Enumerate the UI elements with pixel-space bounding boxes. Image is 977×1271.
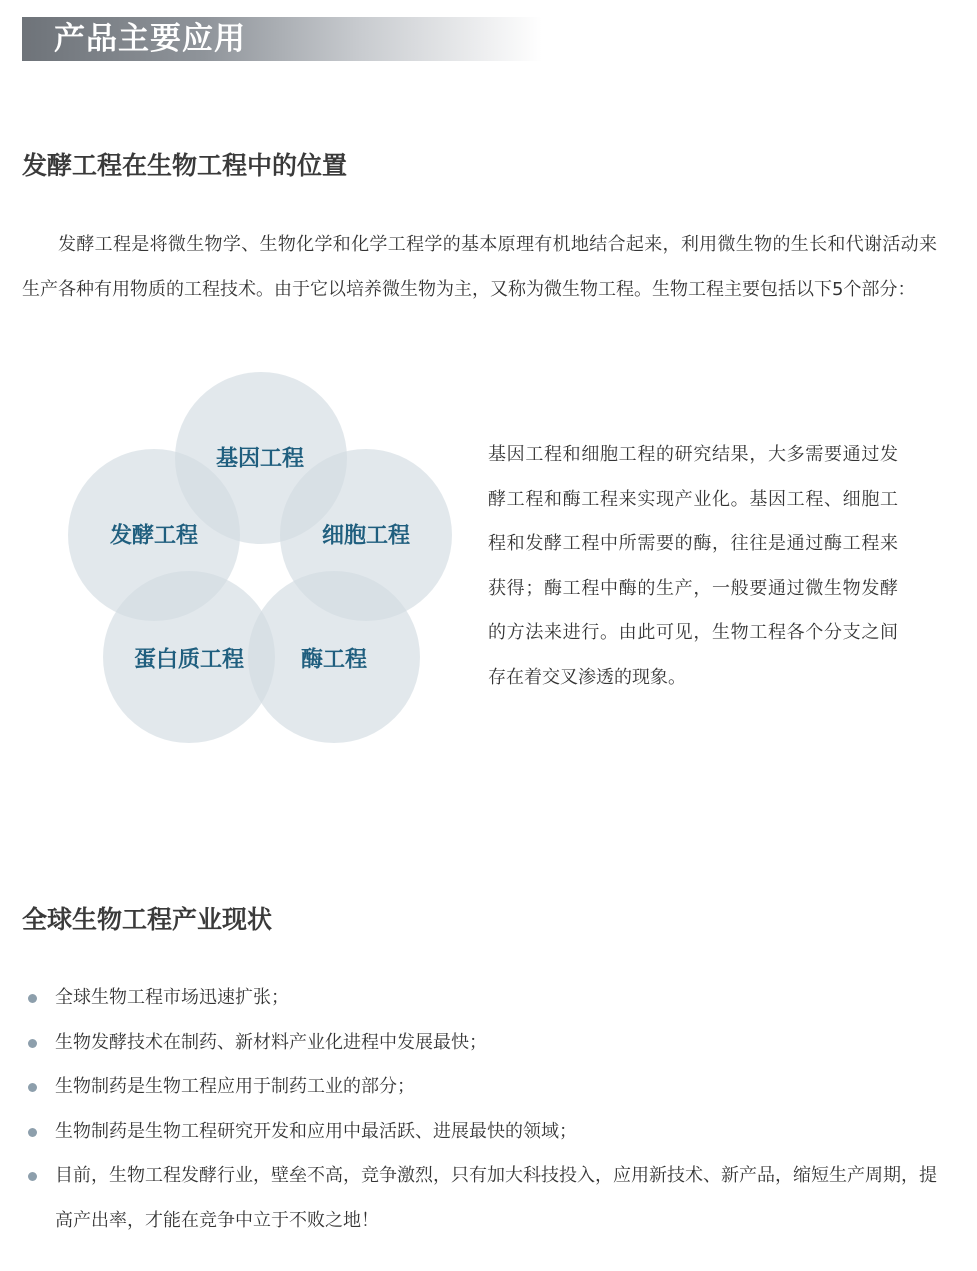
bullet-dot-icon <box>28 1083 37 1092</box>
list-item <box>22 976 937 1021</box>
bullet-dot-icon <box>28 994 37 1003</box>
list-item-text: 生物制药是生物工程研究开发和应用中最活跃、进展最快的领域； <box>55 1120 577 1142</box>
label-fermentation-engineering: 发酵工程 <box>109 523 199 549</box>
intro-paragraph: 发酵工程是将微生物学、生物化学和化学工程学的基本原理有机地结合起来，利用微生物的生长和代谢活动来生产各种有用物质的工程技术。由于它以培养微生物为主，又称为微生物工程。生物工程主要包括以下5个部分： <box>22 234 937 300</box>
list-item <box>22 1021 937 1066</box>
bullet-dot-icon <box>28 1172 37 1181</box>
list-item <box>22 1110 937 1155</box>
venn-diagram <box>60 368 460 753</box>
bullet-dot-icon <box>28 1128 37 1137</box>
label-protein-engineering: 蛋白质工程 <box>133 647 245 673</box>
bullet-dot-icon <box>28 1039 37 1048</box>
section-title-global-industry: 全球生物工程产业现状 <box>22 905 273 934</box>
side-description: 基因工程和细胞工程的研究结果，大多需要通过发酵工程和酶工程来实现产业化。基因工程、细胞工程和发酵工程中所需要的酶，往往是通过酶工程来获得；酶工程中酶的生产，一般要通过微生物发酵的方法来进行。由此可见，生物工程各个分支之间存在着交叉渗透的现象。 <box>488 444 898 688</box>
list-item-text: 生物制药是生物工程应用于制药工业的部分； <box>55 1076 415 1097</box>
label-cell-engineering: 细胞工程 <box>321 523 411 549</box>
list-item <box>22 1065 937 1110</box>
label-genetic-engineering: 基因工程 <box>215 446 305 472</box>
list-item <box>22 1154 937 1243</box>
section-title-fermentation: 发酵工程在生物工程中的位置 <box>22 151 348 180</box>
list-item-text: 目前，生物工程发酵行业，壁垒不高，竞争激烈，只有加大科技投入，应用新技术、新产品，缩短生产周期，提高产出率，才能在竞争中立于不败之地！ <box>55 1165 937 1231</box>
page-title: 产品主要应用 <box>54 21 246 57</box>
status-bullet-list <box>22 976 937 1243</box>
list-item-text: 全球生物工程市场迅速扩张； <box>55 987 289 1008</box>
header-bar <box>22 17 542 61</box>
label-enzyme-engineering: 酶工程 <box>300 647 368 673</box>
list-item-text: 生物发酵技术在制药、新材料产业化进程中发展最快； <box>55 1031 487 1053</box>
